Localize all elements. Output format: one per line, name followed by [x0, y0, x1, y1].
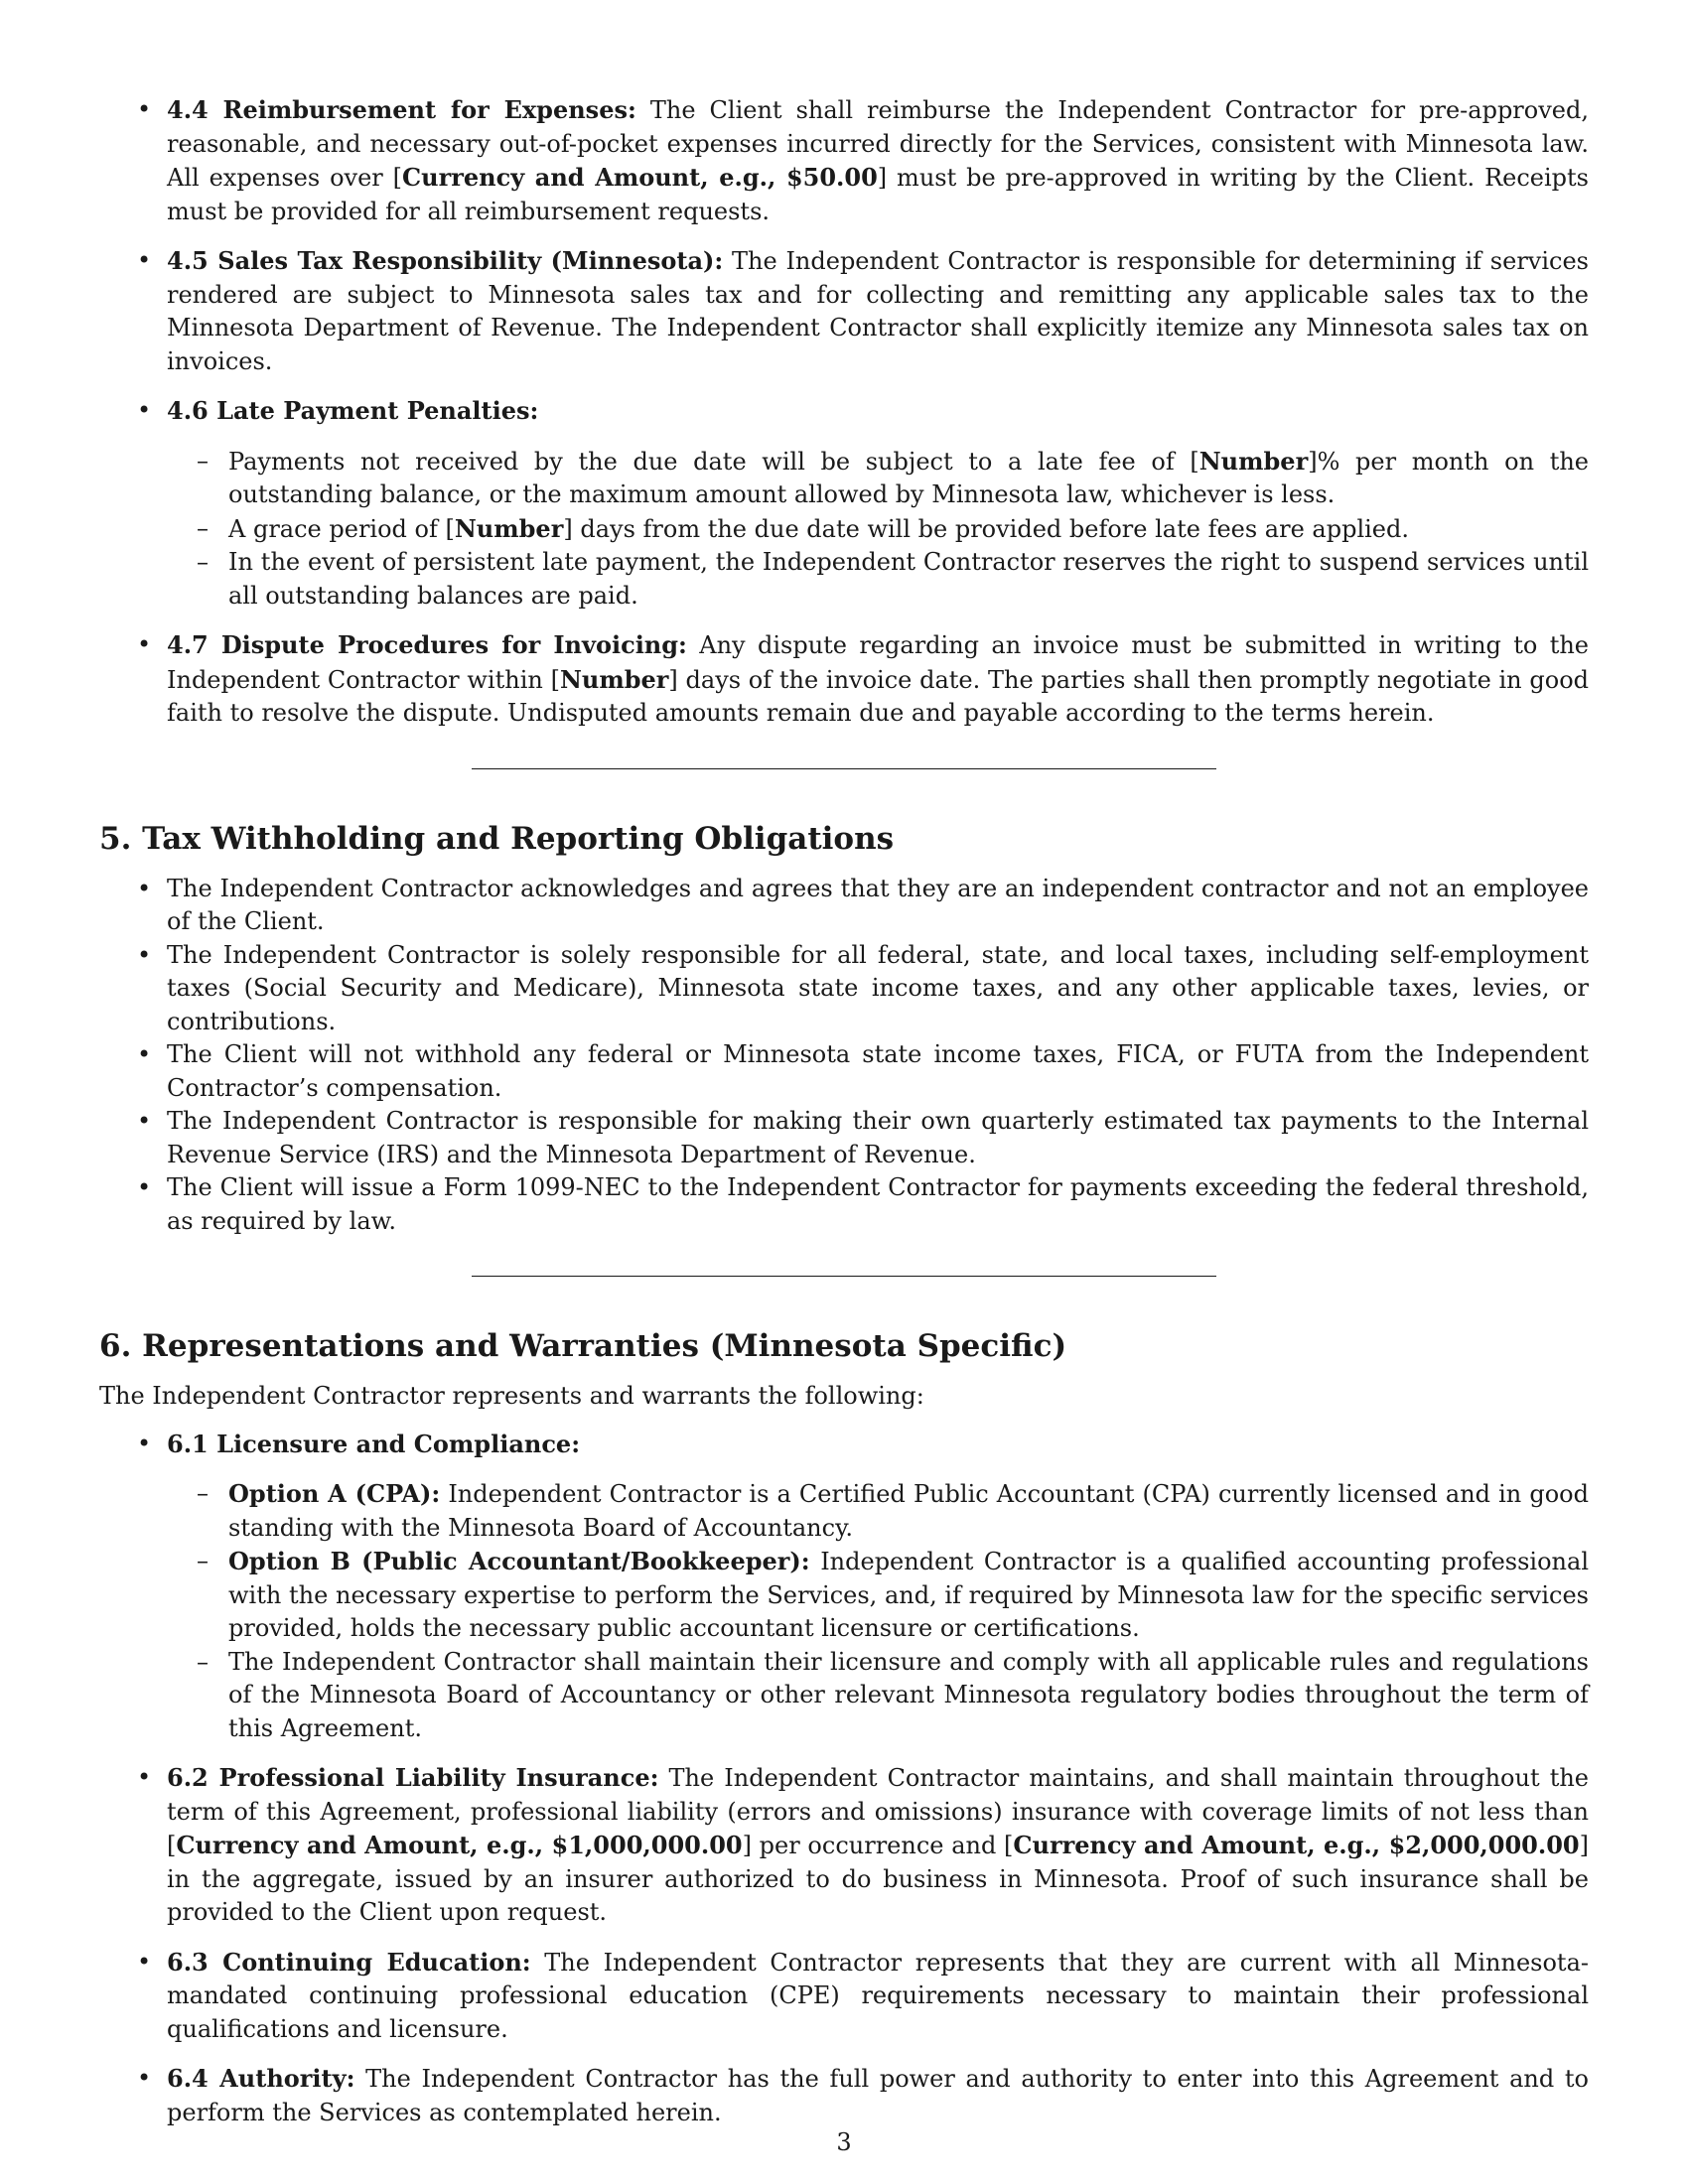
clause-label: 4.6 Late Payment Penalties:	[167, 396, 539, 425]
option-label: Option B (Public Accountant/Bookkeeper):	[228, 1547, 810, 1575]
clause-4-4	[99, 93, 1589, 228]
clause-4-7	[99, 628, 1589, 731]
placeholder-field: Number	[1198, 446, 1309, 476]
licensure-sublist	[167, 1477, 1589, 1745]
clause-label: 4.4 Reimbursement for Expenses:	[167, 95, 636, 124]
clause-6-4	[99, 2062, 1589, 2129]
list-item: • The Client will issue a Form 1099-NEC to the Independent Contractor for payments exceeding the federal threshold, as required by law.	[99, 1171, 1589, 1238]
clause-label: 6.2 Professional Liability Insurance:	[167, 1763, 659, 1792]
section-6-heading: 6. Representations and Warranties (Minnesota Specific)	[99, 1328, 1067, 1364]
clause-4-6	[99, 394, 1589, 613]
placeholder-field: Currency and Amount, e.g., $2,000,000.00	[1013, 1831, 1580, 1859]
sub-text: A grace period of [	[228, 514, 455, 543]
sub-item	[167, 546, 1589, 613]
clause-label: 4.7 Dispute Procedures for Invoicing:	[167, 630, 687, 659]
sub-text: Independent Contractor is a Certified Public Accountant (CPA) currently licensed and in good standing with the Minnesota Board of Accountancy.	[228, 1480, 1589, 1542]
sub-text: The Independent Contractor shall maintain their licensure and comply with all applicable rules and regulations of the Minnesota Board of Accountancy or other relevant Minnesota regulatory bodies throughout the term of this Agreement.	[228, 1647, 1589, 1742]
sub-text: ]% per month on the outstanding balance, or the maximum amount allowed by Minnesota law, whichever is less.	[228, 447, 1590, 508]
clause-text: ] in the aggregate, issued by an insurer authorized to do business in Minnesota. Proof of such insurance shall be provided to the Client upon request.	[167, 1832, 1589, 1926]
clause-text: The Independent Contractor maintains, and shall maintain throughout the term of this Agreement, professional liability (errors and omissions) insurance with coverage limits of not less than [	[167, 1764, 1589, 1859]
clause-text: Any dispute regarding an invoice must be submitted in writing to the Independent Contractor within [	[167, 631, 1590, 694]
list-item: • The Independent Contractor is solely responsible for all federal, state, and local taxes, including self-employment taxes (Social Security and Medicare), Minnesota state income taxes, and any other applicable taxes, levies, or contributions.	[99, 939, 1589, 1039]
clause-text: The Client shall reimburse the Independent Contractor for pre-approved, reasonable, and necessary out-of-pocket expenses incurred directly for the Services, consistent with Minnesota law. All expenses over [	[167, 96, 1589, 192]
clause-6-2	[99, 1761, 1589, 1930]
clause-text: The Independent Contractor represents that they are current with all Minnesota-mandated continuing professional education (CPE) requirements necessary to maintain their professional qualifications and licensure.	[167, 1948, 1589, 2043]
clause-text: ] per occurrence and [	[742, 1832, 1014, 1859]
sub-text: Independent Contractor is a qualified accounting professional with the necessary expertise to perform the Services, and, if required by Minnesota law for the specific services provided, holds the necessary public accountant licensure or certifications.	[228, 1548, 1589, 1642]
list-item: • The Independent Contractor acknowledges and agrees that they are an independent contractor and not an employee of the Client.	[99, 873, 1589, 939]
sub-item	[167, 445, 1589, 512]
placeholder-field: Number	[454, 513, 564, 543]
late-payment-sublist	[167, 445, 1589, 614]
clause-text: ] must be pre-approved in writing by the Client. Receipts must be provided for all reimbursement requests.	[167, 164, 1590, 225]
sub-text: Payments not received by the due date will be subject to a late fee of [	[228, 447, 1199, 476]
section-5-heading: 5. Tax Withholding and Reporting Obligations	[99, 820, 895, 857]
section-divider	[472, 1276, 1216, 1277]
option-label: Option A (CPA):	[228, 1479, 441, 1508]
sub-text: In the event of persistent late payment, the Independent Contractor reserves the right to suspend services until all outstanding balances are paid.	[228, 548, 1589, 610]
section-4-list	[99, 93, 1589, 731]
clause-label: 4.5 Sales Tax Responsibility (Minnesota):	[167, 246, 724, 275]
section-6-intro: The Independent Contractor represents and warrants the following:	[99, 1382, 924, 1410]
sub-item	[167, 1545, 1589, 1646]
sub-item	[167, 1646, 1589, 1746]
sub-text: ] days from the due date will be provided before late fees are applied.	[563, 514, 1410, 543]
clause-4-5	[99, 244, 1589, 378]
list-item: • The Client will not withhold any federal or Minnesota state income taxes, FICA, or FUTA from the Independent Contractor’s compensation.	[99, 1038, 1589, 1105]
clause-label: 6.4 Authority:	[167, 2064, 355, 2093]
sub-item	[167, 1477, 1589, 1545]
clause-6-3	[99, 1946, 1589, 2047]
page-number: 3	[836, 2128, 852, 2156]
clause-text: The Independent Contractor has the full power and authority to enter into this Agreement and to perform the Services as contemplated herein.	[167, 2065, 1590, 2126]
section-5-list	[99, 873, 1589, 1239]
section-divider	[472, 768, 1216, 769]
section-6-list	[99, 1428, 1589, 2130]
clause-text: ] days of the invoice date. The parties shall then promptly negotiate in good faith to resolve the dispute. Undisputed amounts remain due and payable according to the terms herein.	[167, 665, 1590, 727]
placeholder-field: Number	[559, 664, 669, 694]
clause-label: 6.1 Licensure and Compliance:	[167, 1429, 581, 1458]
sub-item	[167, 512, 1589, 547]
clause-text: The Independent Contractor is responsible for determining if services rendered are subject to Minnesota sales tax and for collecting and remitting any applicable sales tax to the Minnesota Department of Revenue. The Independent Contractor shall explicitly itemize any Minnesota sales tax on invoices.	[167, 247, 1589, 375]
placeholder-field: Currency and Amount, e.g., $1,000,000.00	[176, 1831, 743, 1859]
clause-label: 6.3 Continuing Education:	[167, 1947, 531, 1977]
placeholder-field: Currency and Amount, e.g., $50.00	[402, 163, 878, 192]
clause-6-1	[99, 1428, 1589, 1746]
list-item: • The Independent Contractor is responsible for making their own quarterly estimated tax payments to the Internal Revenue Service (IRS) and the Minnesota Department of Revenue.	[99, 1105, 1589, 1171]
document-page	[99, 93, 1589, 2145]
